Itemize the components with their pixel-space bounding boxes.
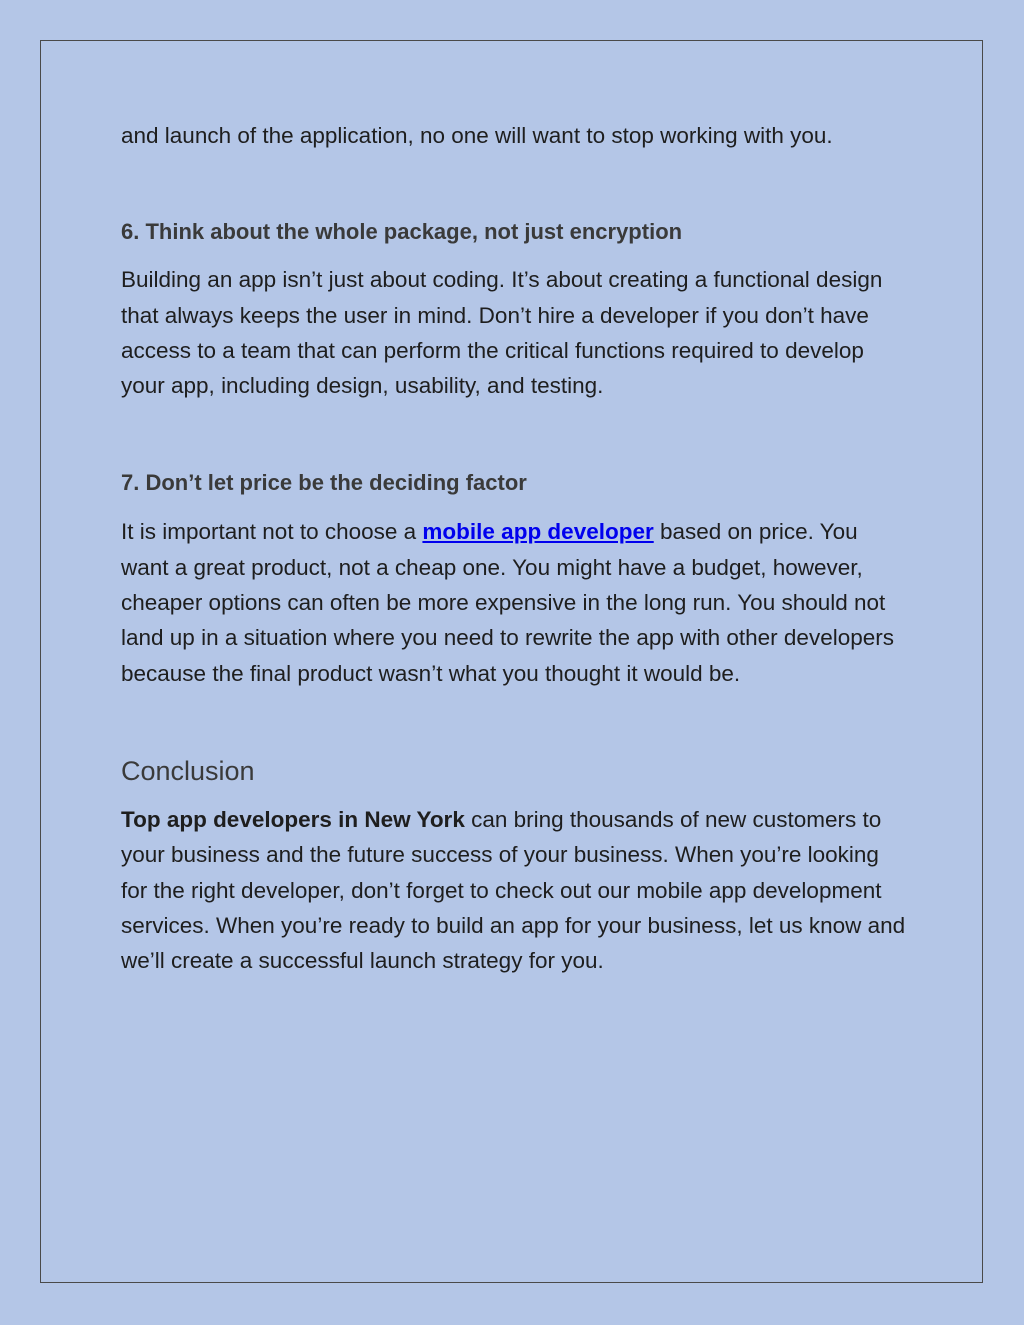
section-6-paragraph: Building an app isn’t just about coding. It’s about creating a functional design that always keeps the user in mind. Don’t hire a developer if you don’t have access to a team that can perform the critical functions required to develop your app, including design, usability, and testing.	[121, 267, 883, 399]
section-7-heading: 7. Don’t let price be the deciding factor	[121, 470, 527, 496]
conclusion-heading: Conclusion	[121, 755, 255, 786]
document-body	[121, 118, 911, 978]
section-7-paragraph	[121, 514, 911, 690]
conclusion-text: can bring thousands of new customers to your business and the future success of your business. When you’re looking for the right developer, don’t forget to check out our mobile app development services. When you’re ready to build an app for your business, let us know and we’ll create a successful launch strategy for you.	[121, 806, 906, 974]
conclusion-paragraph	[121, 802, 911, 978]
mobile-app-developer-link[interactable]: mobile app developer	[422, 519, 654, 545]
section-7-text-before-link: It is important not to choose a	[121, 519, 423, 545]
section-6-heading: 6. Think about the whole package, not just encryption	[121, 219, 683, 245]
section-7-text-after-link: based on price. You want a great product, not a cheap one. You might have a budget, however, cheaper options can often be more expensive in the long run. You should not land up in a situation where you need to rewrite the app with other developers because the final product wasn’t what you thought it would be.	[121, 519, 894, 686]
conclusion-bold-lead: Top app developers in New York	[121, 806, 465, 832]
intro-paragraph: and launch of the application, no one will want to stop working with you.	[121, 123, 833, 148]
